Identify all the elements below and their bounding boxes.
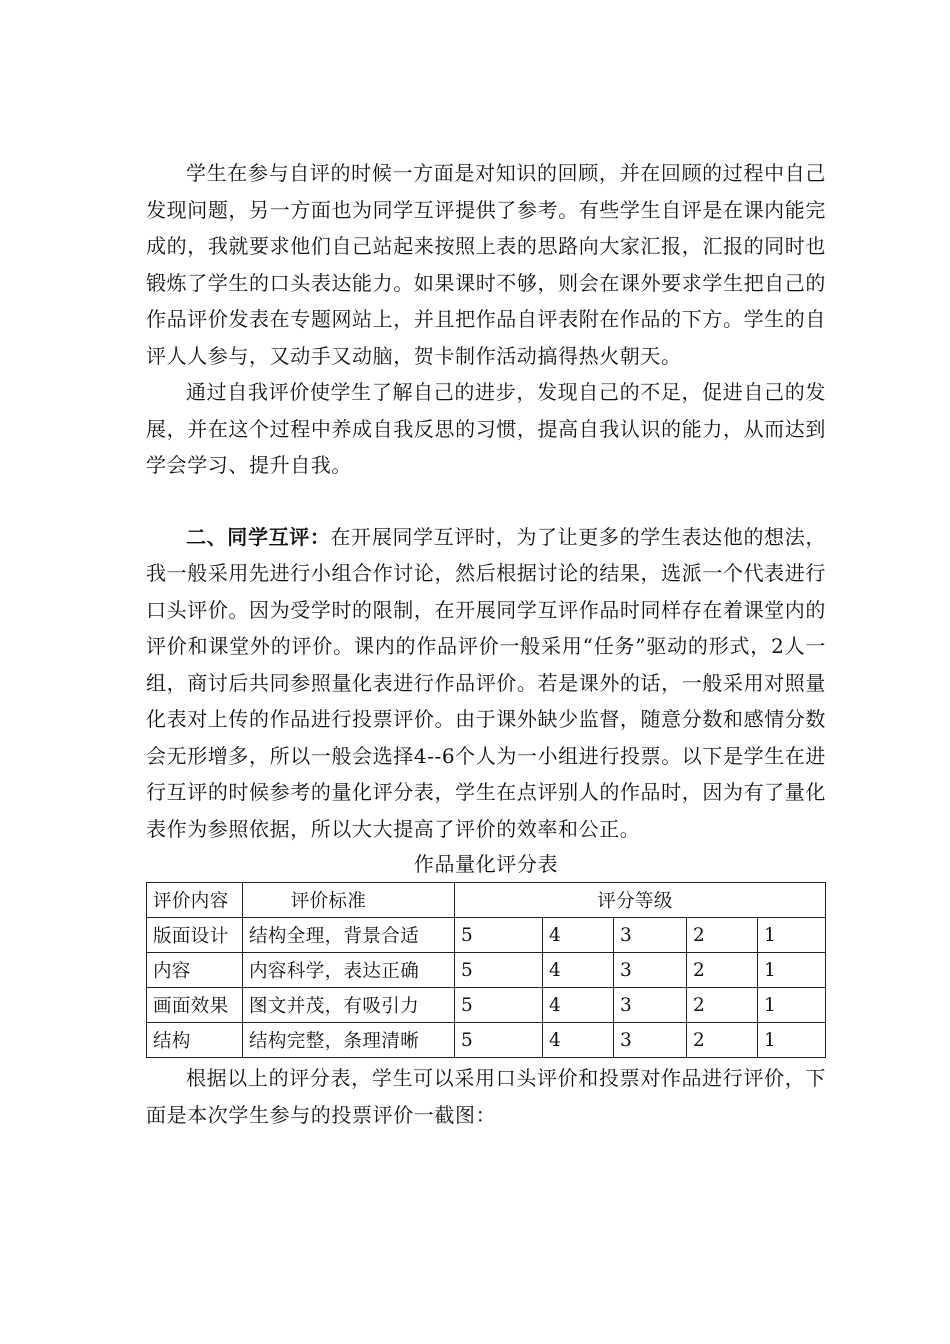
score-cell: 4	[543, 953, 614, 988]
row-item: 画面效果	[147, 988, 243, 1023]
score-cell: 1	[758, 1023, 826, 1058]
score-cell: 1	[758, 988, 826, 1023]
row-standard: 内容科学，表达正确	[243, 953, 455, 988]
score-cell: 1	[758, 953, 826, 988]
score-cell: 5	[455, 953, 543, 988]
score-cell: 3	[614, 988, 687, 1023]
header-cell-standard: 评价标准	[243, 883, 455, 918]
paragraph-peer-evaluation	[146, 519, 826, 848]
score-cell: 2	[687, 953, 758, 988]
score-cell: 5	[455, 918, 543, 953]
row-standard: 图文并茂，有吸引力	[243, 988, 455, 1023]
score-cell: 2	[687, 1023, 758, 1058]
score-cell: 5	[455, 1023, 543, 1058]
row-item: 内容	[147, 953, 243, 988]
score-cell: 4	[543, 918, 614, 953]
header-cell-grade: 评分等级	[455, 883, 826, 918]
paragraph-self-reflection: 通过自我评价使学生了解自己的进步，发现自己的不足，促进自己的发展，并在这个过程中养成自我反思的习惯，提高自我认识的能力，从而达到学会学习、提升自我。	[146, 380, 826, 477]
peer-evaluation-body: 在开展同学互评时，为了让更多的学生表达他的想法，我一般采用先进行小组合作讨论，然后根据讨论的结果，选派一个代表进行口头评价。因为受学时的限制，在开展同学互评作品时同样存在着课堂内的评价和课堂外的评价。课内的作品评价一般采用“任务”驱动的形式，2人一组，商讨后共同参照量化表进行作品评价。若是课外的话，一般采用对照量化表对上传的作品进行投票评价。由于课外缺少监督，随意分数和感情分数会无形增多，所以一般会选择4--6个人为一小组进行投票。以下是学生在进行互评的时候参考的量化评分表，学生在点评别人的作品时，因为有了量化表作为参照依据，所以大大提高了评价的效率和公正。	[146, 524, 826, 841]
row-item: 版面设计	[147, 918, 243, 953]
paragraph-self-evaluation: 学生在参与自评的时候一方面是对知识的回顾，并在回顾的过程中自己发现问题，另一方面也为同学互评提供了参考。有些学生自评是在课内能完成的，我就要求他们自己站起来按照上表的思路向大家汇报，汇报的同时也锻炼了学生的口头表达能力。如果课时不够，则会在课外要求学生把自己的作品评价发表在专题网站上，并且把作品自评表附在作品的下方。学生的自评人人参与，又动手又动脑，贺卡制作活动搞得热火朝天。	[146, 161, 826, 368]
table-row	[147, 988, 826, 1023]
paragraph-voting-screenshot: 根据以上的评分表，学生可以采用口头评价和投票对作品进行评价，下面是本次学生参与的投票评价一截图：	[146, 1066, 826, 1127]
document-page	[146, 155, 826, 1133]
scoring-table	[146, 882, 826, 1058]
score-cell: 3	[614, 953, 687, 988]
score-cell: 4	[543, 988, 614, 1023]
header-cell-item: 评价内容	[147, 883, 243, 918]
score-cell: 5	[455, 988, 543, 1023]
score-cell: 2	[687, 918, 758, 953]
row-standard: 结构完整，条理清晰	[243, 1023, 455, 1058]
row-item: 结构	[147, 1023, 243, 1058]
row-standard: 结构全理，背景合适	[243, 918, 455, 953]
table-row	[147, 953, 826, 988]
score-cell: 2	[687, 988, 758, 1023]
table-row	[147, 918, 826, 953]
table-title: 作品量化评分表	[413, 852, 559, 876]
score-cell: 3	[614, 918, 687, 953]
section-spacer	[146, 484, 826, 519]
score-cell: 4	[543, 1023, 614, 1058]
table-header-row	[147, 883, 826, 918]
section-heading-peer-evaluation: 二、同学互评：	[186, 524, 331, 549]
table-row	[147, 1023, 826, 1058]
score-cell: 3	[614, 1023, 687, 1058]
score-cell: 1	[758, 918, 826, 953]
